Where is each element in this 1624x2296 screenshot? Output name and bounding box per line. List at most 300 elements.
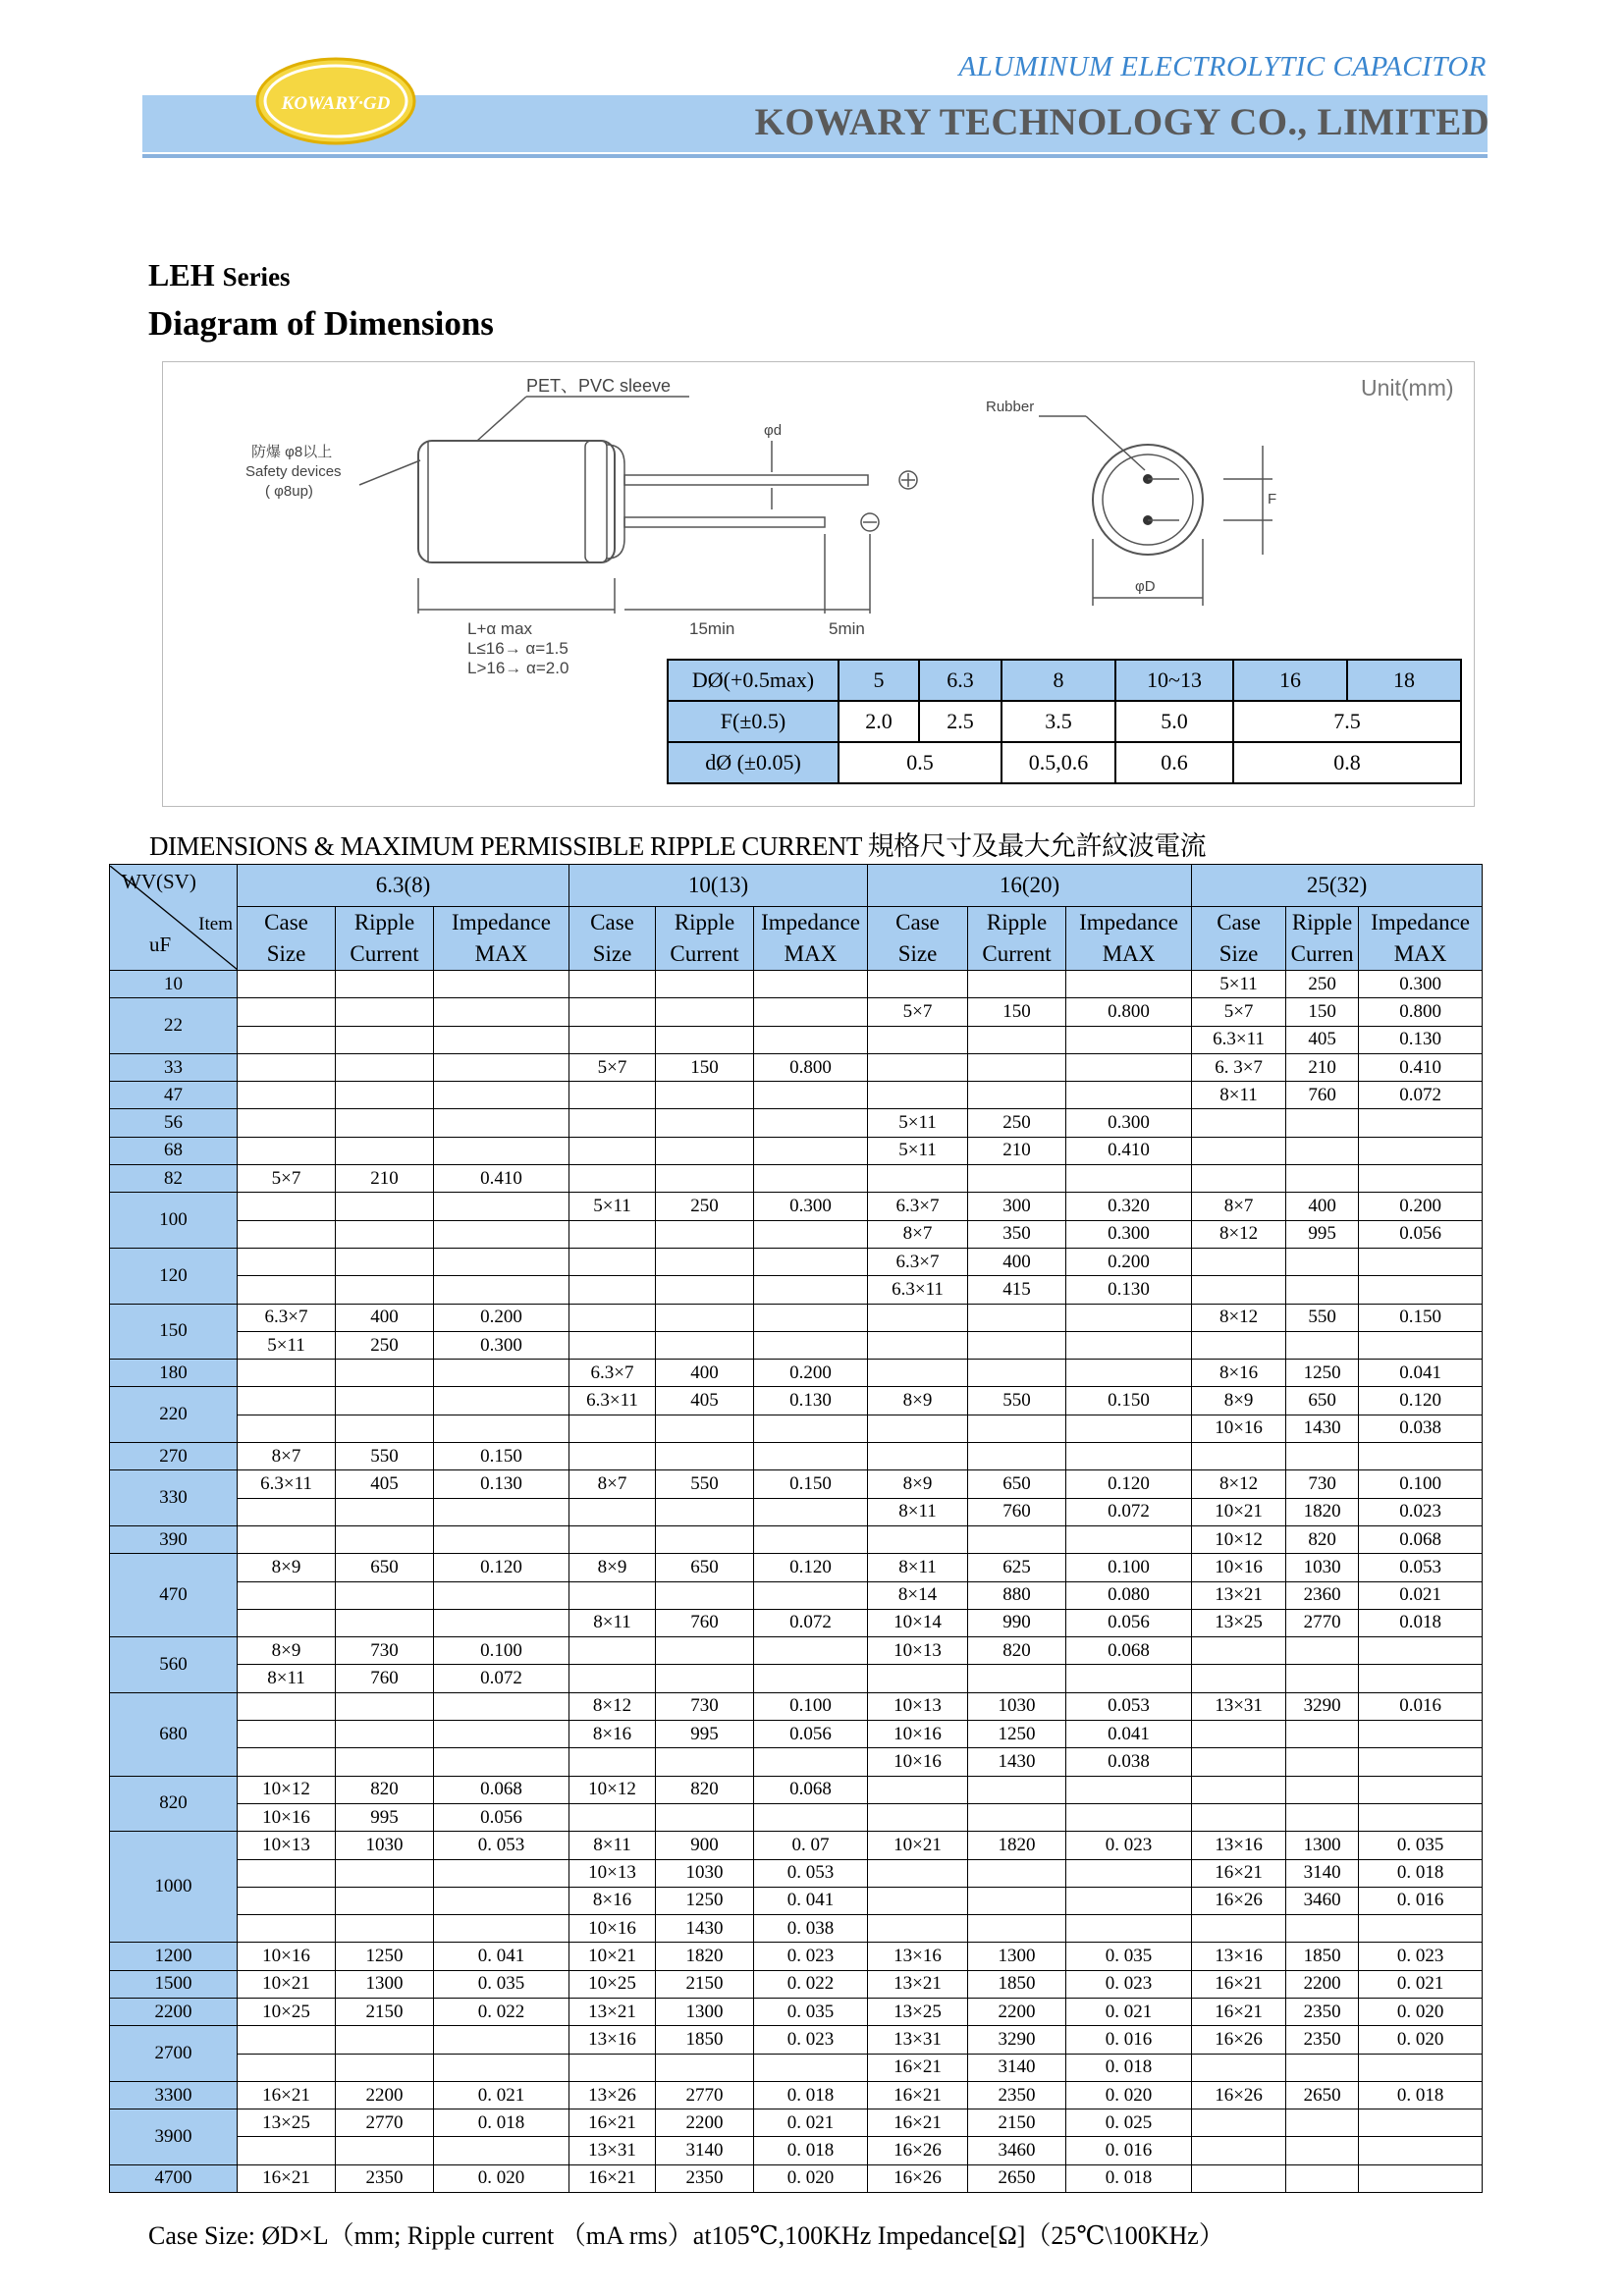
table-cell (434, 1387, 569, 1415)
footnote: Case Size: ØD×L（mm; Ripple current （mA rms）at105℃,100KHz Impedance[Ω]（25℃\100KHz） (148, 2221, 1224, 2250)
table-cell (656, 1082, 754, 1109)
series-title (148, 257, 291, 294)
table-cell (336, 1581, 434, 1609)
voltage-header-row (110, 865, 1483, 907)
column-header-line: Impedance (1371, 910, 1471, 934)
table-cell (434, 1415, 569, 1442)
table-cell: 1030 (1286, 1554, 1359, 1581)
table-cell (1359, 1776, 1483, 1803)
table-cell (238, 1220, 336, 1248)
table-cell: 6.3×11 (1192, 1026, 1286, 1053)
table-cell: 0.100 (754, 1692, 868, 1720)
length-note-3: L>16→ α=2.0 (467, 659, 569, 677)
table-cell (1192, 1637, 1286, 1665)
column-header-line: Ripple (986, 910, 1048, 934)
table-cell (336, 1193, 434, 1220)
table-cell: 10×21 (868, 1832, 968, 1859)
table-cell (968, 1665, 1066, 1692)
table-cell (336, 1721, 434, 1748)
table-cell (868, 1443, 968, 1470)
table-cell: 0. 018 (1066, 2054, 1192, 2081)
table-cell (238, 1609, 336, 1636)
table-cell: 400 (968, 1248, 1066, 1275)
voltage-group-25: 25(32) (1192, 865, 1483, 907)
table-cell (336, 1748, 434, 1776)
table-cell: 0.300 (1066, 1220, 1192, 1248)
table-cell: 1300 (656, 1998, 754, 2025)
table-cell (1066, 1443, 1192, 1470)
table-cell: 990 (968, 1609, 1066, 1636)
table-cell: 8×11 (1192, 1082, 1286, 1109)
table-cell (868, 1026, 968, 1053)
table-cell (238, 1498, 336, 1525)
table-cell: 5×11 (238, 1331, 336, 1359)
table-cell (1286, 1443, 1359, 1470)
table-cell (434, 1609, 569, 1636)
table-cell: 0. 023 (1359, 1943, 1483, 1970)
table-cell (238, 1082, 336, 1109)
table-corner-cell (110, 865, 238, 971)
table-cell (868, 1776, 968, 1803)
table-cell (968, 1360, 1066, 1387)
table-cell: 13×31 (569, 2137, 656, 2164)
column-header-line: Current (670, 941, 739, 966)
capacitance-cell: 1000 (110, 1832, 238, 1943)
table-cell (754, 1137, 868, 1164)
f-label: F (1268, 491, 1277, 507)
table-cell: 1820 (1286, 1498, 1359, 1525)
table-cell: 760 (968, 1498, 1066, 1525)
table-cell (238, 1276, 336, 1304)
table-cell (868, 1053, 968, 1081)
safety-label-3: ( φ8up) (265, 483, 313, 500)
table-cell: 8×11 (868, 1554, 968, 1581)
table-cell (1286, 2109, 1359, 2137)
table-cell: 0.016 (1359, 1692, 1483, 1720)
table-cell (1359, 1443, 1483, 1470)
table-cell: 0.150 (434, 1443, 569, 1470)
table-cell: 8×12 (1192, 1220, 1286, 1248)
table-cell: 2150 (336, 1998, 434, 2025)
uf-label: uF (149, 932, 172, 956)
table-cell (238, 1137, 336, 1164)
spacing-header: F(±0.5) (668, 701, 839, 742)
table-cell (336, 1220, 434, 1248)
table-row (110, 1665, 1483, 1692)
table-cell: 150 (656, 1053, 754, 1081)
table-cell: 0.200 (1359, 1193, 1483, 1220)
table-cell: 0.150 (754, 1470, 868, 1498)
table-cell: 13×26 (569, 2081, 656, 2109)
table-cell: 900 (656, 1832, 754, 1859)
table-row (110, 1387, 1483, 1415)
table-cell: 2150 (968, 2109, 1066, 2137)
table-row (110, 1859, 1483, 1887)
table-cell (1192, 2054, 1286, 2081)
table-cell (1066, 1026, 1192, 1053)
table-cell (434, 1721, 569, 1748)
table-row (110, 1304, 1483, 1331)
table-cell (569, 1165, 656, 1193)
table-cell: 10×16 (1192, 1415, 1286, 1442)
table-cell (1286, 1109, 1359, 1137)
table-cell (1359, 1915, 1483, 1943)
table-cell: 0.023 (1359, 1498, 1483, 1525)
capacitance-cell: 120 (110, 1248, 238, 1304)
table-row (110, 1748, 1483, 1776)
table-cell (238, 971, 336, 998)
table-cell (1359, 1137, 1483, 1164)
table-cell (569, 1026, 656, 1053)
table-cell: 0.053 (1066, 1692, 1192, 1720)
table-cell: 2770 (656, 2081, 754, 2109)
table-cell (1359, 1665, 1483, 1692)
table-cell: 8×7 (569, 1470, 656, 1498)
table-cell: 0. 022 (434, 1998, 569, 2025)
table-cell: 10×21 (569, 1943, 656, 1970)
table-cell: 5×11 (868, 1109, 968, 1137)
table-row (110, 1998, 1483, 2025)
table-cell: 0. 018 (754, 2081, 868, 2109)
column-header-line: Size (592, 941, 632, 966)
capacitance-cell: 1500 (110, 1970, 238, 1998)
table-cell: 16×21 (238, 2164, 336, 2192)
table-cell: 16×21 (1192, 1970, 1286, 1998)
column-header (656, 907, 754, 971)
table-cell: 210 (968, 1137, 1066, 1164)
table-cell (1192, 1748, 1286, 1776)
table-cell: 13×25 (1192, 1609, 1286, 1636)
table-cell (656, 1165, 754, 1193)
table-cell: 0.150 (1066, 1387, 1192, 1415)
table-cell (656, 1525, 754, 1553)
table-cell (434, 1137, 569, 1164)
table-cell (1192, 1331, 1286, 1359)
table-cell (336, 1859, 434, 1887)
table-cell: 1030 (656, 1859, 754, 1887)
table-cell (868, 1165, 968, 1193)
table-cell: 0.300 (434, 1331, 569, 1359)
table-cell (1359, 2054, 1483, 2081)
table-cell (1192, 1248, 1286, 1275)
table-cell (968, 1443, 1066, 1470)
table-cell (868, 1665, 968, 1692)
table-cell (434, 2026, 569, 2054)
table-cell: 0.056 (754, 1721, 868, 1748)
table-cell (968, 1082, 1066, 1109)
table-cell: 2350 (656, 2164, 754, 2192)
table-cell: 150 (1286, 998, 1359, 1026)
table-cell: 995 (336, 1803, 434, 1831)
table-cell (754, 998, 868, 1026)
table-cell: 1430 (656, 1915, 754, 1943)
table-row (110, 1498, 1483, 1525)
table-cell: 5×11 (569, 1193, 656, 1220)
table-cell (434, 998, 569, 1026)
table-row (110, 1443, 1483, 1470)
table-cell (336, 1248, 434, 1275)
table-cell: 0.100 (434, 1637, 569, 1665)
table-cell: 1850 (968, 1970, 1066, 1998)
capacitance-cell: 150 (110, 1304, 238, 1360)
table-cell: 0.068 (754, 1776, 868, 1803)
table-cell (754, 1276, 868, 1304)
table-cell (868, 1360, 968, 1387)
table-cell (434, 1276, 569, 1304)
table-cell: 10×13 (868, 1637, 968, 1665)
table-cell (238, 1859, 336, 1887)
table-row (110, 2081, 1483, 2109)
table-cell (336, 1692, 434, 1720)
table-cell: 0. 020 (1066, 2081, 1192, 2109)
item-label: Item (198, 913, 233, 934)
table-cell: 415 (968, 1276, 1066, 1304)
table-cell (434, 971, 569, 998)
table-cell (434, 1748, 569, 1776)
table-cell (569, 1665, 656, 1692)
column-header-line: Case (1217, 910, 1261, 934)
kowary-logo (253, 54, 418, 148)
table-cell (569, 1637, 656, 1665)
table-cell (238, 1748, 336, 1776)
table-cell: 5×11 (868, 1137, 968, 1164)
table-cell: 8×9 (238, 1554, 336, 1581)
table-cell (1359, 2109, 1483, 2137)
table-cell: 2770 (1286, 1609, 1359, 1636)
table-cell: 6. 3×7 (1192, 1053, 1286, 1081)
lead-diameter-label: φd (764, 422, 783, 439)
table-cell: 1250 (1286, 1360, 1359, 1387)
table-cell (1192, 1137, 1286, 1164)
table-cell: 13×16 (569, 2026, 656, 2054)
capacitance-cell: 2700 (110, 2026, 238, 2082)
table-row (110, 1193, 1483, 1220)
table-cell (434, 1053, 569, 1081)
table-cell (754, 1026, 868, 1053)
capacitance-cell: 1200 (110, 1943, 238, 1970)
table-cell (754, 1220, 868, 1248)
table-cell: 10×13 (238, 1832, 336, 1859)
table-cell (569, 1082, 656, 1109)
table-cell (1192, 1165, 1286, 1193)
capacitance-cell: 680 (110, 1692, 238, 1776)
lead-value: 0.8 (1233, 742, 1461, 783)
spacing-value: 3.5 (1001, 701, 1115, 742)
logo-text: KOWARY·GD (281, 93, 391, 114)
table-cell: 16×21 (1192, 1998, 1286, 2025)
table-cell: 0.053 (1359, 1554, 1483, 1581)
table-row (110, 971, 1483, 998)
capacitance-cell: 100 (110, 1193, 238, 1249)
table-cell: 210 (1286, 1053, 1359, 1081)
table-cell (1066, 1525, 1192, 1553)
spacing-row (668, 701, 1461, 742)
table-cell (569, 1304, 656, 1331)
table-cell (754, 1109, 868, 1137)
series-suffix: Series (222, 262, 291, 292)
table-cell (569, 1276, 656, 1304)
table-cell (1286, 2054, 1359, 2081)
company-name: KOWARY TECHNOLOGY CO., LIMITED (754, 101, 1489, 143)
table-cell: 1430 (1286, 1415, 1359, 1442)
table-cell (754, 1443, 868, 1470)
column-header-line: Size (897, 941, 938, 966)
table-cell: 3460 (968, 2137, 1066, 2164)
body-diameter-label: φD (1135, 578, 1156, 595)
table-cell: 0. 018 (1359, 2081, 1483, 2109)
table-cell (1286, 1915, 1359, 1943)
header-rule (142, 154, 1488, 158)
table-cell (336, 1026, 434, 1053)
table-row (110, 1637, 1483, 1665)
table-cell (238, 1026, 336, 1053)
table-cell (238, 1525, 336, 1553)
table-cell (1286, 2137, 1359, 2164)
capacitance-cell: 82 (110, 1165, 238, 1193)
safety-label-1: 防爆 φ8以上 (251, 444, 333, 460)
table-cell: 1430 (968, 1748, 1066, 1776)
table-cell (868, 1304, 968, 1331)
table-cell (238, 1053, 336, 1081)
table-cell (569, 1443, 656, 1470)
table-cell: 2350 (968, 2081, 1066, 2109)
table-cell: 550 (336, 1443, 434, 1470)
table-cell (968, 1859, 1066, 1887)
table-cell: 0. 020 (754, 2164, 868, 2192)
table-cell (868, 1082, 968, 1109)
table-cell: 16×21 (569, 2109, 656, 2137)
table-cell: 0.041 (1359, 1360, 1483, 1387)
table-cell: 1250 (656, 1887, 754, 1914)
table-cell: 0. 023 (754, 1943, 868, 1970)
column-header-line: Impedance (761, 910, 860, 934)
capacitance-cell: 220 (110, 1387, 238, 1443)
table-cell (569, 1748, 656, 1776)
table-row (110, 2109, 1483, 2137)
table-cell: 13×25 (238, 2109, 336, 2137)
table-cell (336, 1525, 434, 1553)
table-cell: 0.038 (1066, 1748, 1192, 1776)
table-cell: 650 (656, 1554, 754, 1581)
table-cell: 730 (336, 1637, 434, 1665)
table-cell: 0. 016 (1359, 1887, 1483, 1914)
table-cell: 0.021 (1359, 1581, 1483, 1609)
table-cell: 16×26 (1192, 2081, 1286, 2109)
table-cell (1192, 1276, 1286, 1304)
table-cell (656, 1248, 754, 1275)
table-cell: 0. 020 (1359, 1998, 1483, 2025)
table-cell: 13×16 (868, 1943, 968, 1970)
table-cell: 0.120 (1359, 1387, 1483, 1415)
table-cell: 0.410 (1066, 1137, 1192, 1164)
table-cell (1286, 2164, 1359, 2192)
table-cell: 8×9 (238, 1637, 336, 1665)
table-cell (656, 1637, 754, 1665)
table-cell (336, 1137, 434, 1164)
table-cell: 2200 (656, 2109, 754, 2137)
table-cell (656, 1331, 754, 1359)
table-cell: 0. 016 (1066, 2137, 1192, 2164)
table-cell: 10×14 (868, 1609, 968, 1636)
spacing-value: 5.0 (1115, 701, 1233, 742)
table-cell (1192, 1665, 1286, 1692)
column-header (868, 907, 968, 971)
table-cell: 0. 053 (754, 1859, 868, 1887)
table-cell: 16×21 (868, 2109, 968, 2137)
table-cell: 1300 (968, 1943, 1066, 1970)
table-cell (336, 971, 434, 998)
table-row (110, 1248, 1483, 1275)
table-cell: 0.130 (754, 1387, 868, 1415)
table-cell: 650 (336, 1554, 434, 1581)
table-cell (336, 1887, 434, 1914)
ripple-table-title: DIMENSIONS & MAXIMUM PERMISSIBLE RIPPLE CURRENT 規格尺寸及最大允許紋波電流 (149, 831, 1207, 861)
table-cell: 1820 (968, 1832, 1066, 1859)
table-cell: 0.018 (1359, 1609, 1483, 1636)
table-row (110, 1026, 1483, 1053)
table-cell: 16×26 (1192, 2026, 1286, 2054)
table-cell: 6.3×11 (238, 1470, 336, 1498)
table-cell: 8×7 (1192, 1193, 1286, 1220)
table-cell (434, 1692, 569, 1720)
table-cell: 0.300 (1066, 1109, 1192, 1137)
lead-value: 0.5,0.6 (1001, 742, 1115, 783)
table-cell (238, 2026, 336, 2054)
table-cell: 625 (968, 1554, 1066, 1581)
table-cell: 0.150 (1359, 1304, 1483, 1331)
table-cell (868, 1887, 968, 1914)
table-cell (238, 1387, 336, 1415)
table-cell (754, 1304, 868, 1331)
table-cell: 0. 021 (1066, 1998, 1192, 2025)
table-cell (1192, 1776, 1286, 1803)
table-cell (1359, 1248, 1483, 1275)
table-row (110, 2137, 1483, 2164)
table-cell (1192, 1109, 1286, 1137)
column-header-line: Ripple (674, 910, 735, 934)
table-cell (754, 971, 868, 998)
table-cell: 2200 (1286, 1970, 1359, 1998)
table-cell (754, 1525, 868, 1553)
table-cell: 0.300 (1359, 971, 1483, 998)
table-cell: 820 (1286, 1525, 1359, 1553)
table-cell: 0. 023 (1066, 1970, 1192, 1998)
capacitance-cell: 390 (110, 1525, 238, 1553)
table-cell (1286, 1748, 1359, 1776)
wv-label: WV(SV) (122, 869, 196, 893)
table-cell: 0. 025 (1066, 2109, 1192, 2137)
table-cell: 250 (1286, 971, 1359, 998)
table-cell (238, 2137, 336, 2164)
capacitance-cell: 270 (110, 1443, 238, 1470)
table-cell (1066, 1082, 1192, 1109)
table-cell (1066, 1665, 1192, 1692)
table-cell: 8×11 (868, 1498, 968, 1525)
table-row (110, 998, 1483, 1026)
table-cell: 3140 (968, 2054, 1066, 2081)
table-cell: 760 (656, 1609, 754, 1636)
table-cell: 0. 035 (754, 1998, 868, 2025)
rubber-label: Rubber (986, 399, 1035, 415)
table-cell: 2150 (656, 1970, 754, 1998)
table-cell: 250 (968, 1109, 1066, 1137)
table-cell: 760 (1286, 1082, 1359, 1109)
capacitance-cell: 4700 (110, 2164, 238, 2192)
table-cell: 400 (1286, 1193, 1359, 1220)
table-row (110, 1360, 1483, 1387)
table-cell: 2200 (336, 2081, 434, 2109)
table-cell (656, 1026, 754, 1053)
